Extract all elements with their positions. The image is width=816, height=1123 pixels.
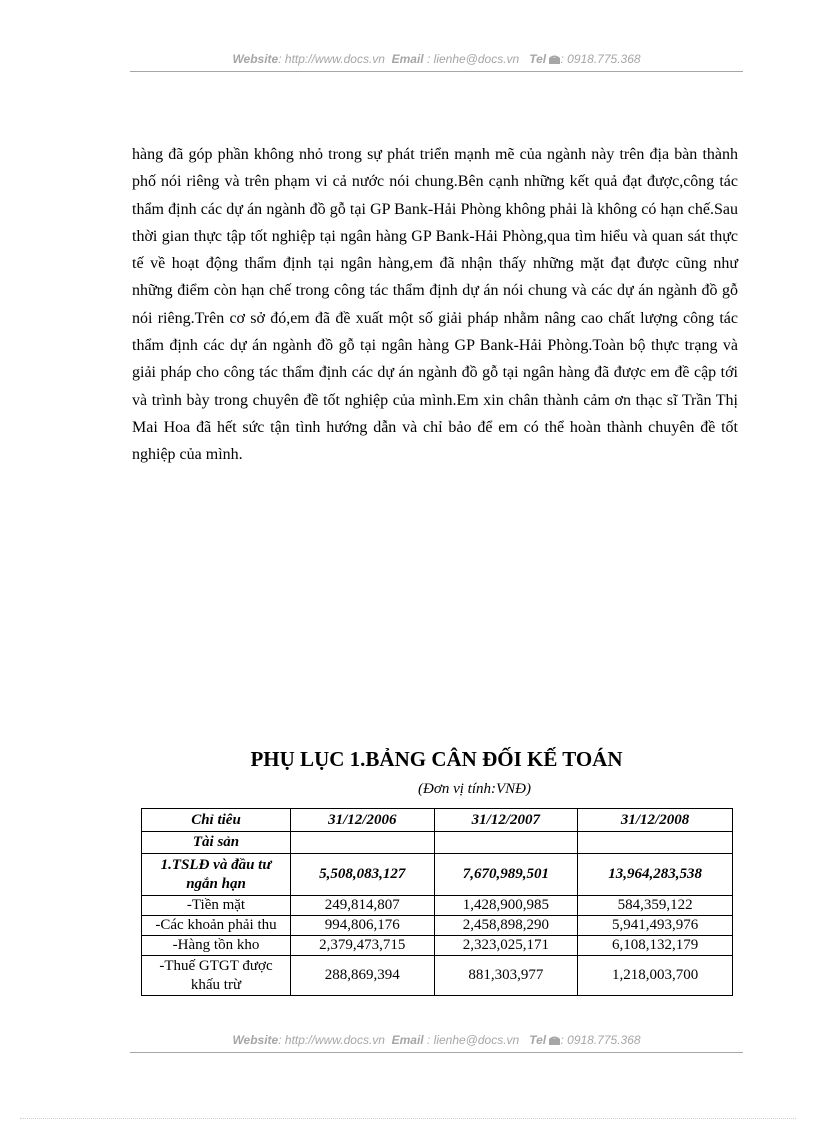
empty-cell [434,832,578,854]
email-label: Email [391,1033,424,1047]
tel-label: Tel [529,1033,547,1047]
cell-value: 2,458,898,290 [434,916,578,936]
email-address[interactable]: : lienhe@docs.vn [426,52,520,66]
table-row [142,956,733,996]
cell-value: 7,670,989,501 [434,854,578,896]
appendix-title: PHỤ LỤC 1.BẢNG CÂN ĐỐI KẾ TOÁN [250,747,623,771]
table-row [142,832,733,854]
unit-note: (Đơn vị tính:VNĐ) [418,781,531,797]
cell-value: 584,359,122 [578,896,733,916]
cell-value: 2,379,473,715 [291,936,435,956]
phone-icon [549,54,560,64]
row-label: -Hàng tồn kho [142,936,291,956]
cell-value: 1,218,003,700 [578,956,733,996]
cell-value: 5,941,493,976 [578,916,733,936]
tel-number: : 0918.775.368 [560,1033,641,1047]
cell-value: 288,869,394 [291,956,435,996]
col-header-indicator: Chỉ tiêu [142,809,291,832]
col-header-2008: 31/12/2008 [578,809,733,832]
empty-cell [291,832,435,854]
tel-number: : 0918.775.368 [560,52,641,66]
cell-value: 249,814,807 [291,896,435,916]
body-paragraph: hàng đã góp phần không nhỏ trong sự phát triển mạnh mẽ của ngành này trên địa bàn thành phố nói riêng và trên phạm vi cả nước nói chung.Bên cạnh những kết quả đạt được,công tác thẩm định các dự án ngành đồ gỗ tại GP Bank-Hải Phòng không phải là không có hạn chế.Sau thời gian thực tập tốt nghiệp tại ngân hàng GP Bank-Hải Phòng,qua tìm hiểu và quan sát thực tế về hoạt động thẩm định tại ngân hàng,em đã nhận thấy những mặt đạt được cũng như những điểm còn hạn chế trong công tác thẩm định dự án nói chung và các dự án ngành đồ gỗ nói riêng.Trên cơ sở đó,em đã đề xuất một số giải pháp nhằm nâng cao chất lượng công tác thẩm định các dự án ngành đồ gỗ tại ngân hàng GP Bank-Hải Phòng.Toàn bộ thực trạng và giải pháp cho công tác thẩm định các dự án ngành đồ gỗ tại ngân hàng đã được em đề cập tới và trình bày trong chuyên đề tốt nghiệp của mình.Em xin chân thành cảm ơn thạc sĩ Trần Thị Mai Hoa đã hết sức tận tình hướng dẫn và chỉ bảo để em có thể hoàn thành chuyên đề tốt nghiệp của mình. [132,146,738,464]
table-row [142,916,733,936]
col-header-2006: 31/12/2006 [291,809,435,832]
table-row [142,936,733,956]
cell-value: 2,323,025,171 [434,936,578,956]
cell-value: 6,108,132,179 [578,936,733,956]
website-label: Website [232,1033,279,1047]
cell-value: 5,508,083,127 [291,854,435,896]
tel-label: Tel [529,52,547,66]
table-row [142,854,733,896]
email-label: Email [391,52,424,66]
table-header-row [142,809,733,832]
page-footer [130,1033,743,1047]
row-label: -Thuế GTGT được khấu trừ [142,956,291,996]
footer-rule [130,1052,743,1053]
empty-cell [578,832,733,854]
cell-value: 1,428,900,985 [434,896,578,916]
phone-icon [549,1035,560,1045]
table-row [142,896,733,916]
website-url[interactable]: : http://www.docs.vn [278,1033,385,1047]
cell-value: 994,806,176 [291,916,435,936]
email-address[interactable]: : lienhe@docs.vn [426,1033,520,1047]
row-label: -Các khoản phải thu [142,916,291,936]
row-label: -Tiền mặt [142,896,291,916]
section-label-assets: Tài sản [142,832,291,854]
col-header-2007: 31/12/2007 [434,809,578,832]
website-label: Website [232,52,279,66]
page-bottom-divider [20,1118,796,1119]
header-rule [130,71,743,72]
balance-sheet-table [141,808,733,996]
website-url[interactable]: : http://www.docs.vn [278,52,385,66]
cell-value: 881,303,977 [434,956,578,996]
cell-value: 13,964,283,538 [578,854,733,896]
row-label: 1.TSLĐ và đầu tư ngắn hạn [142,854,291,896]
page-header [130,52,743,66]
